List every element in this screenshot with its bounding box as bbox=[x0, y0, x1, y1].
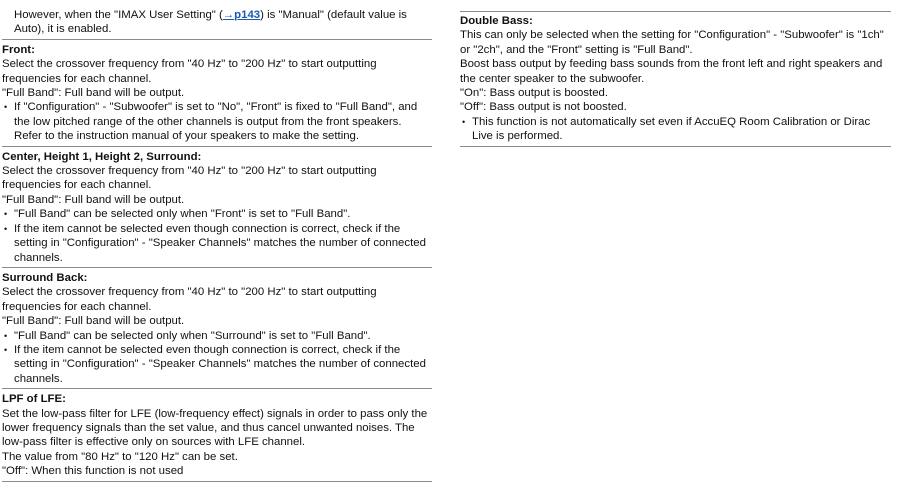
lpf-range: The value from "80 Hz" to "120 Hz" can be set. bbox=[2, 450, 238, 463]
double-bass-section bbox=[460, 11, 891, 147]
lpf-heading: LPF of LFE: bbox=[2, 393, 66, 406]
center-description: Select the crossover frequency from "40 Hz" to "200 Hz" to start outputting frequencies for each channel. bbox=[2, 165, 377, 192]
center-section bbox=[2, 147, 432, 268]
double-bass-heading: Double Bass: bbox=[460, 15, 533, 27]
double-bass-on: "On": Bass output is boosted. bbox=[460, 87, 609, 100]
surround-back-heading: Surround Back: bbox=[2, 271, 88, 284]
center-heading: Center, Height 1, Height 2, Surround: bbox=[2, 150, 202, 163]
intro-pre: However, when the "IMAX User Setting" ( bbox=[14, 9, 223, 21]
double-bass-bullet: • This function is not automatically set even if AccuEQ Room Calibration or Dirac Live is performed. bbox=[460, 115, 891, 144]
lpf-off: "Off": When this function is not used bbox=[2, 465, 184, 478]
center-fullband: "Full Band": Full band will be output. bbox=[2, 193, 185, 206]
left-column bbox=[2, 0, 432, 482]
lpf-description: Set the low-pass filter for LFE (low-frequency effect) signals in order to pass only the lower frequency signals than the set value, and thus cancel unwanted noises. The low-pass filter is effective only on sources with LFE channel. bbox=[2, 407, 428, 449]
right-column bbox=[460, 0, 891, 147]
intro-post: ) is "Manual" (default value is Auto), it is enabled. bbox=[14, 9, 407, 36]
surround-back-bullet: • "Full Band" can be selected only when "Surround" is set to "Full Band". bbox=[2, 329, 432, 343]
page-link-label: p143 bbox=[234, 9, 261, 21]
front-description: Select the crossover frequency from "40 Hz" to "200 Hz" to start outputting frequencies for each channel. bbox=[2, 58, 377, 85]
surround-back-bullet: • If the item cannot be selected even though connection is correct, check if the setting in "Configuration" - "Speaker Channels" matches the number of connected channels. bbox=[2, 343, 432, 386]
front-section bbox=[2, 40, 432, 147]
double-bass-off: "Off": Bass output is not boosted. bbox=[460, 101, 627, 114]
center-bullet: • "Full Band" can be selected only when "Front" is set to "Full Band". bbox=[2, 207, 432, 221]
double-bass-desc1: This can only be selected when the setting for "Configuration" - "Subwoofer" is "1ch" or "2ch", and the "Front" setting is "Full Band". bbox=[460, 29, 884, 56]
surround-back-description: Select the crossover frequency from "40 Hz" to "200 Hz" to start outputting frequencies for each channel. bbox=[2, 286, 377, 313]
center-bullet: • If the item cannot be selected even though connection is correct, check if the setting in "Configuration" - "Speaker Channels" matches the number of connected channels. bbox=[2, 222, 432, 265]
intro-section bbox=[2, 0, 432, 40]
surround-back-section bbox=[2, 268, 432, 389]
front-bullet: • If "Configuration" - "Subwoofer" is set to "No", "Front" is fixed to "Full Band", and the low pitched range of the other channels is output from the front speakers. Refer to the instruction manual of your speakers to make the setting. bbox=[2, 100, 432, 143]
front-heading: Front: bbox=[2, 43, 35, 56]
double-bass-desc2: Boost bass output by feeding bass sounds from the front left and right speakers and the center speaker to the subwoofer. bbox=[460, 58, 883, 85]
front-fullband: "Full Band": Full band will be output. bbox=[2, 87, 185, 100]
surround-back-fullband: "Full Band": Full band will be output. bbox=[2, 315, 185, 328]
intro-text bbox=[2, 8, 432, 37]
arrow-icon: → bbox=[222, 9, 235, 21]
page-link[interactable] bbox=[223, 9, 260, 21]
lpf-section bbox=[2, 389, 432, 481]
